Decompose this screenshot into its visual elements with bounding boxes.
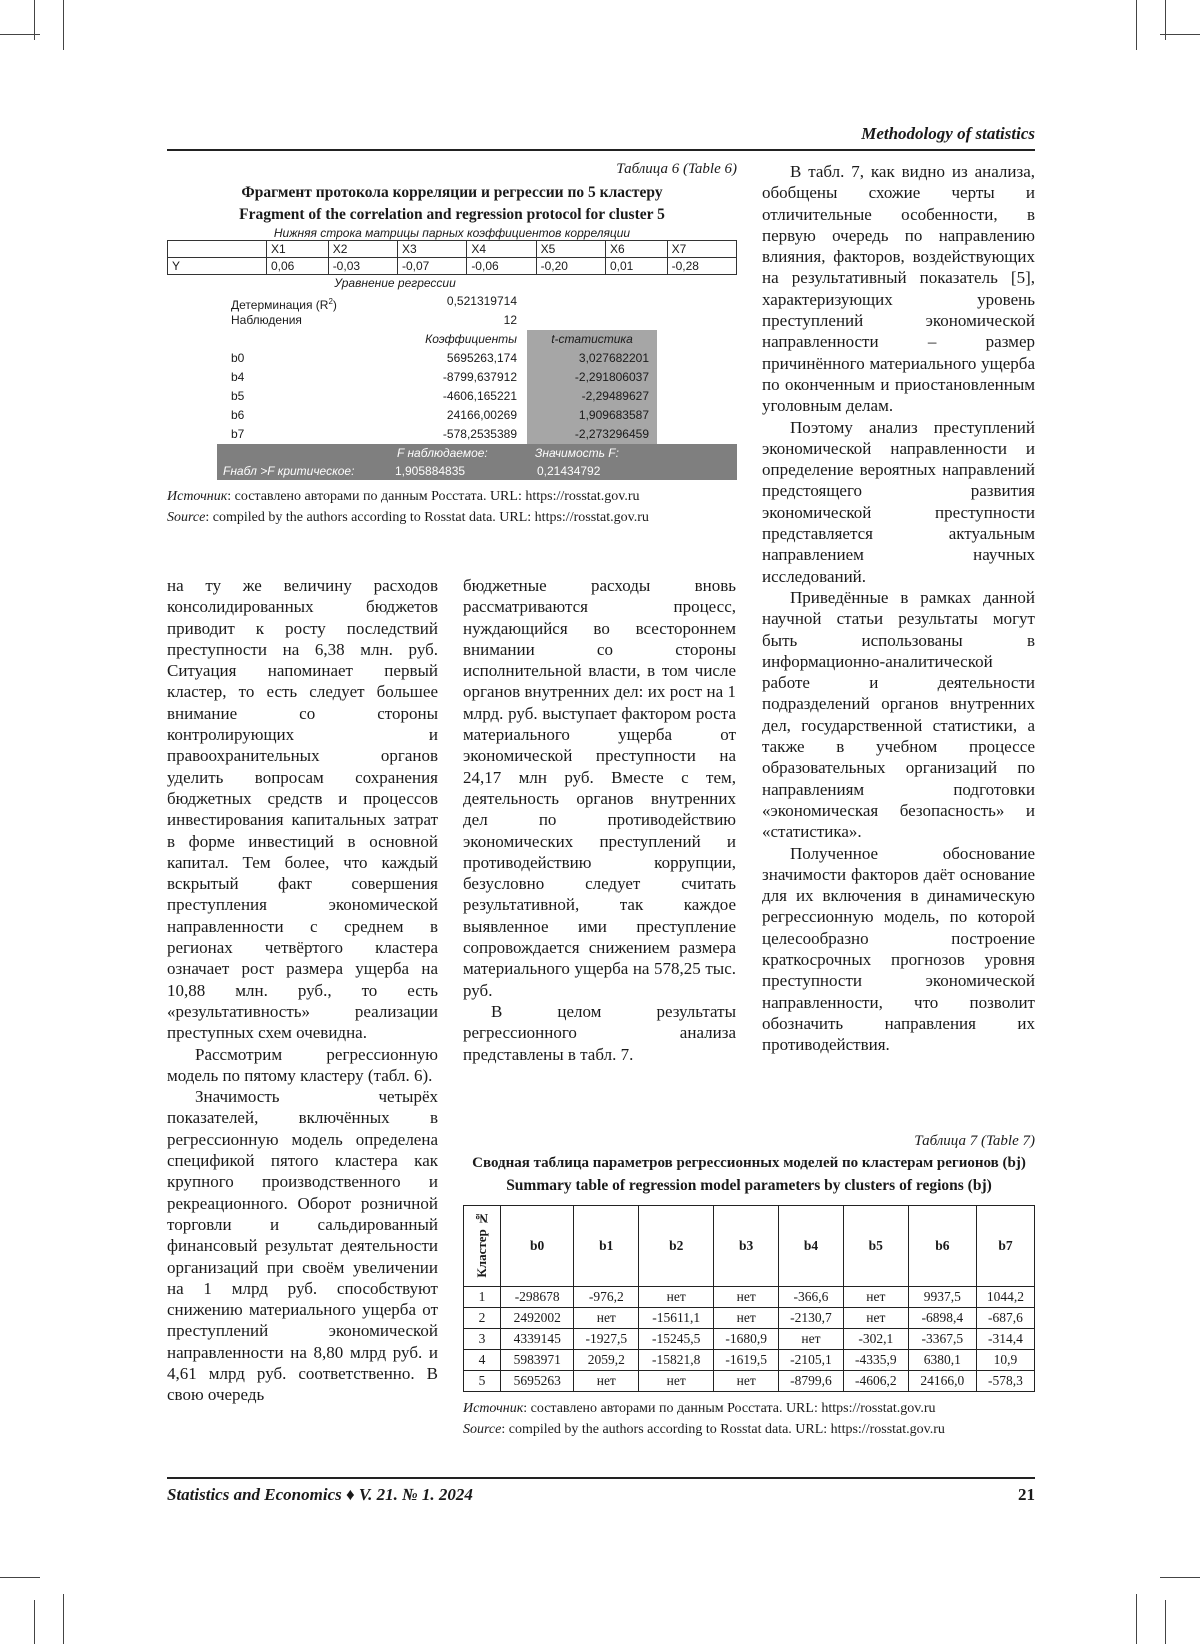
cell: -578,3 (976, 1371, 1034, 1392)
col-header: b3 (714, 1206, 779, 1287)
cell: 5695263 (501, 1371, 574, 1392)
cell: нет (779, 1329, 844, 1350)
coef-row (225, 425, 737, 444)
cell: -15611,1 (639, 1308, 714, 1329)
f-values-row (217, 462, 737, 480)
corr-value: -0,06 (467, 258, 536, 275)
table-7-source (463, 1398, 1035, 1440)
cell: нет (714, 1371, 779, 1392)
table-6 (167, 161, 737, 528)
cell: -1619,5 (714, 1350, 779, 1371)
paragraph: Приведённые в рамках данной научной статьи результаты могут быть использованы в информационно-аналитической работе и деятельности подразделений органов внутренних дел, государственной статистики, а также в учебном процессе образовательных организаций по направлениям подготовки «экономическая безопасность» и «статистика». (762, 587, 1035, 842)
cell: нет (843, 1287, 908, 1308)
corr-value: -0,20 (536, 258, 605, 275)
cell: 4 (464, 1350, 501, 1371)
obs-value: 12 (503, 313, 517, 327)
table-6-source (167, 486, 737, 528)
coef-name: b0 (231, 351, 245, 365)
cell: нет (639, 1371, 714, 1392)
cell: нет (639, 1287, 714, 1308)
footer-rule (167, 1477, 1035, 1479)
correlation-header-row (168, 241, 737, 258)
crop-mark (34, 0, 35, 40)
excel-fragment (167, 226, 737, 480)
observations-row (225, 311, 737, 330)
t-header: t-статистика (527, 330, 657, 349)
cell: -976,2 (574, 1287, 639, 1308)
t-value: -2,273296459 (527, 425, 657, 444)
col-header: X4 (467, 241, 536, 258)
running-header: Methodology of statistics (861, 124, 1035, 143)
paragraph: Значимость четырёх показателей, включённых в регрессионную модель определена спецификой пятого кластера как крупного производственного и рекреационного. Оборот розничной торговли и сальдированный финансовый результат деятельности организаций при своём увеличении на 1 млрд руб. способствуют снижению материального ущерба от преступлений экономической направленности на 8,80 млрд руб. и 4,61 млрд руб. соответственно. В свою очередь (167, 1087, 438, 1405)
summary-table (463, 1205, 1035, 1392)
cell: 10,9 (976, 1350, 1034, 1371)
cell: нет (714, 1287, 779, 1308)
coef-row (225, 368, 737, 387)
paragraph: на ту же величину расходов консолидированных бюджетов приводит к росту последствий преступности на 6,38 млн. руб. Ситуация напоминает первый кластер, то есть следует большее внимание со стороны контролирующих и правоохранительных органов уделить вопросам сохранения бюджетных средств и процессов инвестирования капитальных затрат в форме инвестиций в основной капитал. Тем более, что каждый вскрытый факт совершения преступления экономической направленности с среднем в регионах четвёртого кластера означает рост размера ущерба на 10,88 млн. руб., то есть «результативность» реализации преступных схем очевидна. (167, 576, 438, 1043)
f-cond-label: Fнабл >F критическое: (223, 464, 355, 478)
cell: -366,6 (779, 1287, 844, 1308)
cell: 1 (464, 1287, 501, 1308)
coef-value: -4606,165221 (442, 389, 517, 403)
cell: 2 (464, 1308, 501, 1329)
coef-value: -578,2535389 (442, 427, 517, 441)
coef-name: b7 (231, 427, 245, 441)
cell: -302,1 (843, 1329, 908, 1350)
paragraph: Полученное обоснование значимости факторов даёт основание для их включения в динамическую регрессионную модель, по которой целесообразно построение краткосрочных прогнозов уровня преступности экономической направленности, что позволит обозначить направления их противодействия. (762, 843, 1035, 1055)
col-header: X3 (398, 241, 467, 258)
cell: -15821,8 (639, 1350, 714, 1371)
coef-name: b4 (231, 370, 245, 384)
cell: -687,6 (976, 1308, 1034, 1329)
coef-header-row (225, 330, 737, 349)
cell: -298678 (501, 1287, 574, 1308)
cell: 5983971 (501, 1350, 574, 1371)
source-ru: Источник: составлено авторами по данным Росстата. URL: https://rosstat.gov.ru (463, 1401, 936, 1416)
cell: 9937,5 (908, 1287, 976, 1308)
table-7-title-ru: Сводная таблица параметров регрессионных моделей по кластерам регионов (bj) (472, 1155, 1026, 1171)
crop-mark (1165, 0, 1166, 40)
header-rule (167, 149, 1035, 151)
obs-label: Наблюдения (231, 313, 302, 327)
col-header: X2 (328, 241, 397, 258)
cell: -1927,5 (574, 1329, 639, 1350)
cell: -2130,7 (779, 1308, 844, 1329)
corr-value: -0,07 (398, 258, 467, 275)
crop-mark (1136, 0, 1137, 50)
correlation-row (168, 258, 737, 275)
cell: нет (714, 1308, 779, 1329)
crop-mark (1165, 1600, 1166, 1644)
text-column-3 (762, 161, 1035, 1055)
cell: 6380,1 (908, 1350, 976, 1371)
col-header: b7 (976, 1206, 1034, 1287)
table-6-label: Таблица 6 (Table 6) (616, 161, 737, 177)
cell: нет (574, 1371, 639, 1392)
col-header: X7 (667, 241, 736, 258)
f-labels-row (217, 444, 737, 462)
cell: 1044,2 (976, 1287, 1034, 1308)
cell: 24166,0 (908, 1371, 976, 1392)
t-value: -2,29489627 (527, 387, 657, 406)
t-value: 3,027682201 (527, 349, 657, 368)
summary-header-row (464, 1206, 1035, 1287)
coef-value: 5695263,174 (446, 351, 517, 365)
crop-mark (34, 1600, 35, 1644)
cell: нет (843, 1308, 908, 1329)
corr-value: -0,28 (667, 258, 736, 275)
crop-mark (1160, 34, 1200, 35)
coef-name: b5 (231, 389, 245, 403)
corr-value: -0,03 (328, 258, 397, 275)
f-obs-value: 1,905884835 (395, 464, 466, 478)
f-sig-value: 0,21434792 (537, 464, 601, 478)
col-header: b2 (639, 1206, 714, 1287)
cell: 2059,2 (574, 1350, 639, 1371)
text-column-2 (463, 575, 736, 1065)
table-row (464, 1350, 1035, 1371)
cell: -6898,4 (908, 1308, 976, 1329)
coef-row (225, 406, 737, 425)
cell: -2105,1 (779, 1350, 844, 1371)
page-number: 21 (1018, 1485, 1035, 1504)
text-column-1 (167, 575, 438, 1406)
col-header: b0 (501, 1206, 574, 1287)
t-value: -2,291806037 (527, 368, 657, 387)
cell: -1680,9 (714, 1329, 779, 1350)
table-row (464, 1287, 1035, 1308)
table-row (464, 1329, 1035, 1350)
col-header: X5 (536, 241, 605, 258)
coef-row (225, 387, 737, 406)
col-header: b4 (779, 1206, 844, 1287)
corr-value: 0,06 (267, 258, 329, 275)
cell: -314,4 (976, 1329, 1034, 1350)
cell: -15245,5 (639, 1329, 714, 1350)
coef-value: 24166,00269 (446, 408, 517, 422)
crop-mark (63, 0, 64, 50)
crop-mark (63, 1594, 64, 1644)
journal-footer: Statistics and Economics ♦ V. 21. № 1. 2024 (167, 1485, 473, 1504)
cell: -4335,9 (843, 1350, 908, 1371)
coef-header: Коэффициенты (425, 332, 517, 346)
matrix-caption: Нижняя строка матрицы парных коэффициентов корреляции (273, 226, 631, 240)
t-value: 1,909683587 (527, 406, 657, 425)
paragraph: В табл. 7, как видно из анализа, обобщены схожие черты и отличительные особенности, в первую очередь по направлению влияния, факторов, воздействующих на результативный показатель [5], характеризующих уровень преступлений экономической направленности – размер причинённого материального ущерба по оконченным и приостановленным уголовным делам. (762, 162, 1035, 416)
source-ru: Источник: составлено авторами по данным Росстата. URL: https://rosstat.gov.ru (167, 489, 640, 504)
determination-row (225, 292, 737, 311)
col-header: X1 (267, 241, 329, 258)
table-row (464, 1371, 1035, 1392)
source-en: Source: compiled by the authors according to Rosstat data. URL: https://rosstat.gov.ru (463, 1422, 945, 1437)
corr-value: 0,01 (605, 258, 667, 275)
correlation-table (167, 240, 737, 275)
col-header: X6 (605, 241, 667, 258)
cell: -3367,5 (908, 1329, 976, 1350)
crop-mark (1160, 1577, 1200, 1578)
row-label: Y (168, 258, 267, 275)
paragraph: Поэтому анализ преступлений экономической направленности и определение вероятных направлений предстоящего развития экономической преступности представляется актуальным направлением научных исследований. (762, 417, 1035, 586)
source-en: Source: compiled by the authors according to Rosstat data. URL: https://rosstat.gov.ru (167, 510, 649, 525)
crop-mark (1136, 1594, 1137, 1644)
cell: 3 (464, 1329, 501, 1350)
table-row (464, 1308, 1035, 1329)
table-7 (463, 1133, 1035, 1440)
col-header: b1 (574, 1206, 639, 1287)
paragraph: бюджетные расходы вновь рассматриваются процесс, нуждающийся во всестороннем внимании со стороны исполнительной власти, в том числе органов внутренних дел: их рост на 1 млрд. руб. выступает фактором роста материального ущерба от экономической преступности на 24,17 млн руб. Вместе с тем, деятельность органов внутренних дел по противодействию экономических преступлений и противодействию коррупции, безусловно следует считать результативной, так каждое выявленное ими преступление сопровождается снижением размера материального ущерба на 578,25 тыс. руб. (463, 576, 736, 1000)
paragraph: Рассмотрим регрессионную модель по пятому кластеру (табл. 6). (167, 1044, 438, 1085)
regression-block (225, 275, 737, 444)
coef-name: b6 (231, 408, 245, 422)
coef-value: -8799,637912 (442, 370, 517, 384)
paragraph: В целом результаты регрессионного анализа представлены в табл. 7. (463, 1001, 736, 1064)
table-7-label: Таблица 7 (Table 7) (914, 1133, 1035, 1149)
cell: -8799,6 (779, 1371, 844, 1392)
regression-caption: Уравнение регрессии (334, 276, 456, 290)
cell: 2492002 (501, 1308, 574, 1329)
cell: 4339145 (501, 1329, 574, 1350)
corner-cell (168, 241, 267, 258)
cell: -4606,2 (843, 1371, 908, 1392)
det-label: Детерминация $(R^2)$ (231, 297, 337, 312)
f-obs-label: F наблюдаемое: (397, 446, 488, 460)
col-header: b6 (908, 1206, 976, 1287)
crop-mark (0, 1577, 40, 1578)
f-sig-label: Значимость F: (535, 446, 619, 460)
cell: нет (574, 1308, 639, 1329)
table-7-title-en: Summary table of regression model parameters by clusters of regions (bj) (506, 1177, 992, 1194)
det-value: 0,521319714 (446, 294, 517, 308)
coef-row (225, 349, 737, 368)
col-header: b5 (843, 1206, 908, 1287)
cell: 5 (464, 1371, 501, 1392)
cluster-header: Кластер № (464, 1206, 501, 1287)
table-6-title-en: Fragment of the correlation and regression protocol for cluster 5 (239, 206, 665, 223)
table-6-title-ru: Фрагмент протокола корреляции и регрессии по 5 кластеру (241, 184, 663, 201)
